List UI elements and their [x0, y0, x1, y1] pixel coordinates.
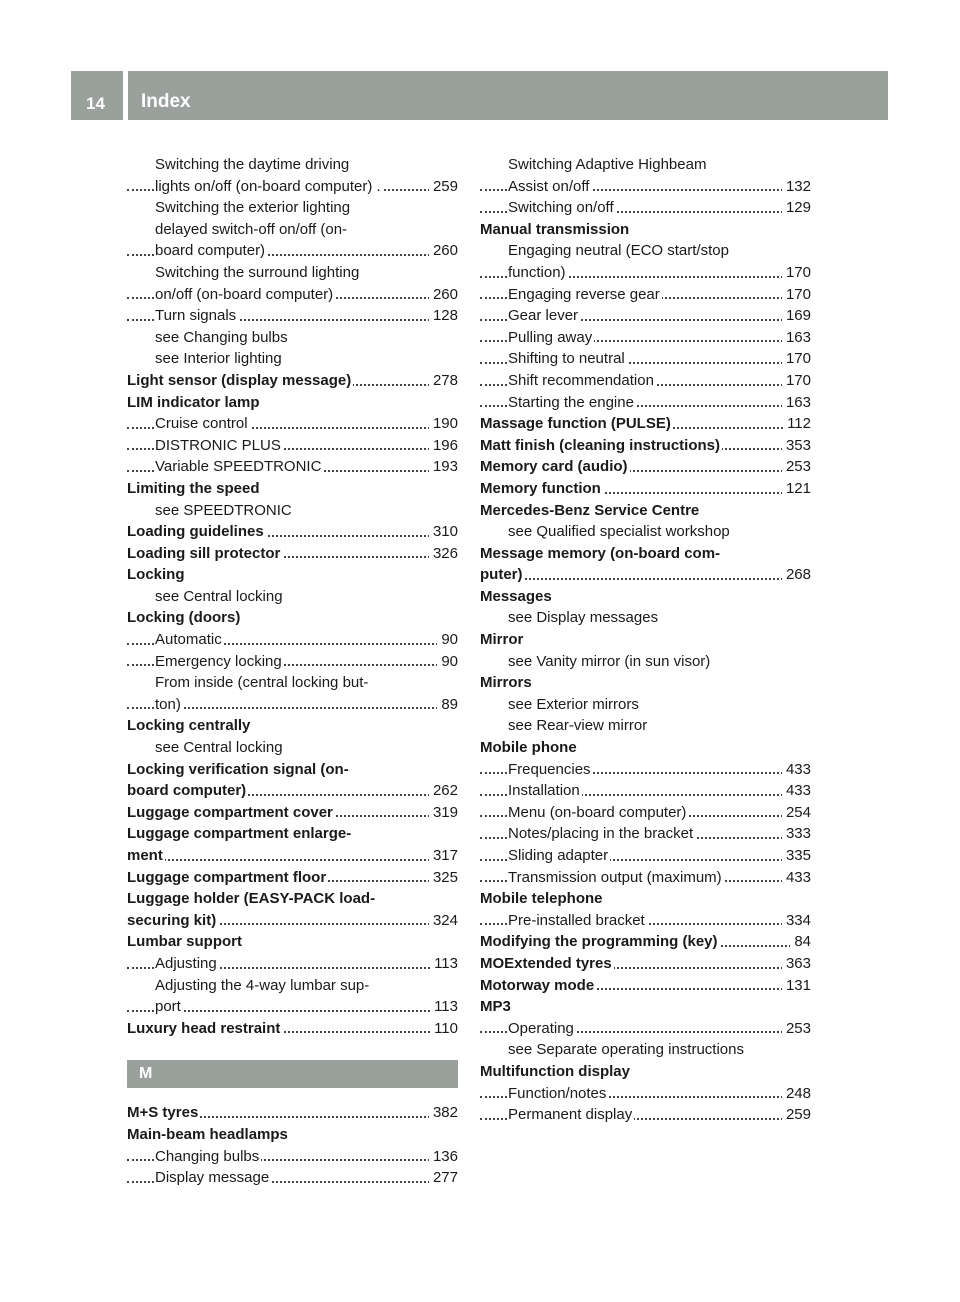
entry-text: Memory function	[480, 479, 601, 497]
index-entries-m-continued	[480, 154, 811, 1126]
index-entry	[127, 543, 458, 565]
entry-page-number: 268	[782, 564, 811, 586]
entry-text: Turn signals	[155, 307, 237, 325]
entry-text: Engaging reverse gear	[508, 285, 660, 303]
index-subentry	[480, 607, 811, 629]
entry-text: Gear lever	[508, 307, 579, 325]
index-subentry	[480, 823, 811, 845]
entry-text: Mirror	[480, 631, 524, 649]
entry-text: see Central locking	[155, 587, 283, 605]
entry-page-number: 113	[430, 996, 458, 1018]
entry-text: on/off (on-board computer)	[155, 285, 334, 303]
index-subentry	[127, 953, 458, 975]
index-entry	[480, 975, 811, 997]
index-entry	[480, 1061, 811, 1083]
entry-page-number: 260	[429, 284, 458, 306]
entry-text: Luggage compartment floor	[127, 868, 327, 886]
entry-text: see Display messages	[508, 609, 659, 627]
entry-page-number: 333	[782, 823, 811, 845]
entry-text: see Vanity mirror (in sun visor)	[508, 652, 711, 670]
entry-page-number: 190	[429, 413, 458, 435]
index-entry	[127, 1102, 458, 1124]
section-header-m: M	[127, 1060, 458, 1088]
entry-page-number: 335	[782, 845, 811, 867]
index-entry	[480, 996, 811, 1018]
entry-page-number: 260	[429, 240, 458, 262]
index-subentry	[127, 305, 458, 327]
index-subentry	[480, 305, 811, 327]
entry-text: Mercedes-Benz Service Centre	[480, 501, 700, 519]
entry-page-number: 433	[782, 867, 811, 889]
entry-page-number: 277	[429, 1167, 458, 1189]
index-entry	[480, 435, 811, 457]
index-subentry	[480, 715, 811, 737]
entry-text: Frequencies	[508, 760, 591, 778]
entry-page-number: 310	[429, 521, 458, 543]
entry-text: Modifying the programming (key)	[480, 933, 718, 951]
entry-text: Manual transmission	[480, 220, 630, 238]
entry-text: Shift recommendation	[508, 371, 654, 389]
entry-text: M+S tyres	[127, 1104, 199, 1122]
index-subentry	[127, 240, 458, 262]
entry-text: Main-beam headlamps	[127, 1125, 288, 1143]
index-entries-l	[127, 154, 458, 1039]
entry-text: MP3	[480, 998, 511, 1016]
index-subentry	[480, 1039, 811, 1061]
index-entry	[127, 1018, 458, 1040]
entry-text: Switching Adaptive Highbeam	[508, 156, 707, 173]
entry-text: see Qualified specialist workshop	[508, 523, 730, 541]
index-entry	[480, 413, 811, 435]
entry-text: Notes/placing in the bracket	[508, 825, 694, 843]
entry-page-number: 363	[782, 953, 811, 975]
entry-page-number: 317	[429, 845, 458, 867]
index-subentry	[127, 500, 458, 522]
entry-page-number: 89	[437, 694, 458, 716]
entry-text: Mobile telephone	[480, 890, 603, 908]
index-subentry	[127, 262, 458, 284]
entry-text: see SPEEDTRONIC	[155, 501, 292, 519]
index-subentry	[480, 327, 811, 349]
entry-text: Transmission output (maximum)	[508, 868, 722, 886]
entry-text: Loading sill protector	[127, 544, 281, 562]
entry-page-number: 324	[429, 910, 458, 932]
index-entry	[127, 910, 458, 932]
index-entry	[127, 888, 458, 910]
index-entry	[127, 780, 458, 802]
entry-text: Luxury head restraint	[127, 1019, 281, 1037]
entry-page-number: 121	[782, 478, 811, 500]
index-subentry	[480, 694, 811, 716]
entry-text: Luggage holder (EASY-PACK load-	[127, 890, 376, 908]
entry-text: Lumbar support	[127, 933, 242, 951]
entry-page-number: 170	[782, 370, 811, 392]
entry-page-number: 163	[782, 327, 811, 349]
entry-page-number: 334	[782, 910, 811, 932]
entry-page-number: 196	[429, 435, 458, 457]
entry-text: Function/notes	[508, 1084, 607, 1102]
entry-page-number: 163	[782, 392, 811, 414]
index-entry	[480, 737, 811, 759]
index-subentry	[480, 348, 811, 370]
index-entry	[480, 500, 811, 522]
index-subentry	[127, 197, 458, 219]
index-subentry	[480, 759, 811, 781]
index-entry	[127, 715, 458, 737]
entry-text: Menu (on-board computer)	[508, 803, 687, 821]
index-subentry	[127, 629, 458, 651]
entry-page-number: 433	[782, 780, 811, 802]
index-entry	[127, 1124, 458, 1146]
entry-page-number: 433	[782, 759, 811, 781]
index-column-right	[480, 154, 811, 1126]
entry-page-number: 170	[782, 284, 811, 306]
entry-text: Luggage compartment enlarge-	[127, 825, 352, 843]
index-subentry	[127, 586, 458, 608]
entry-text: Pulling away	[508, 328, 593, 346]
entry-text: Light sensor (display message)	[127, 371, 352, 389]
index-subentry	[480, 284, 811, 306]
entry-text: Motorway mode	[480, 976, 595, 994]
index-subentry	[127, 348, 458, 370]
index-subentry	[480, 1104, 811, 1126]
entry-text: Adjusting	[155, 954, 217, 972]
entry-text: Starting the engine	[508, 393, 634, 411]
entry-text: Messages	[480, 587, 552, 605]
entry-text: Loading guidelines	[127, 523, 264, 541]
entry-page-number: 259	[782, 1104, 811, 1126]
index-subentry	[480, 392, 811, 414]
index-entry	[127, 478, 458, 500]
entry-page-number: 136	[429, 1146, 458, 1168]
entry-text: Installation	[508, 782, 580, 800]
entry-text: Cruise control	[155, 415, 248, 433]
entry-text: Multifunction display	[480, 1062, 630, 1080]
entry-text: puter)	[480, 566, 523, 584]
entry-page-number: 319	[429, 802, 458, 824]
index-subentry	[480, 521, 811, 543]
entry-page-number: 254	[782, 802, 811, 824]
header-title-bar	[128, 71, 888, 120]
entry-text: see Separate operating instructions	[508, 1041, 744, 1059]
index-entry	[127, 931, 458, 953]
entry-text: Switching the exterior lighting	[155, 199, 351, 217]
index-entries-m	[127, 1102, 458, 1188]
index-subentry	[127, 327, 458, 349]
entry-text: Message memory (on-board com-	[480, 544, 721, 562]
index-subentry	[480, 154, 811, 176]
index-entry	[480, 953, 811, 975]
entry-page-number: 253	[782, 1018, 811, 1040]
entry-page-number: 129	[782, 197, 811, 219]
entry-text: Locking	[127, 566, 185, 584]
index-subentry	[127, 737, 458, 759]
entry-page-number: 170	[782, 348, 811, 370]
index-entry	[127, 607, 458, 629]
index-column-left	[127, 154, 458, 1189]
entry-text: Permanent display	[508, 1106, 633, 1124]
entry-page-number: 259	[429, 176, 458, 198]
index-subentry	[127, 975, 458, 997]
entry-text: Switching the daytime driving	[155, 156, 350, 173]
entry-text: Switching the surround lighting	[155, 263, 360, 281]
entry-text: Emergency locking	[155, 652, 282, 670]
index-subentry	[480, 240, 811, 262]
index-subentry	[480, 370, 811, 392]
index-subentry	[127, 413, 458, 435]
entry-page-number: 128	[429, 305, 458, 327]
entry-page-number: 90	[437, 629, 458, 651]
entry-text: ton)	[155, 695, 181, 713]
index-subentry	[480, 262, 811, 284]
entry-text: port	[155, 998, 181, 1016]
entry-text: Mirrors	[480, 674, 532, 692]
entry-text: MOExtended tyres	[480, 954, 612, 972]
entry-page-number: 193	[429, 456, 458, 478]
index-subentry	[127, 672, 458, 694]
index-entry	[480, 219, 811, 241]
index-entry	[127, 564, 458, 586]
entry-text: see Exterior mirrors	[508, 695, 639, 713]
entry-text: Switching on/off	[508, 199, 614, 217]
index-subentry	[480, 845, 811, 867]
entry-page-number: 326	[429, 543, 458, 565]
entry-page-number: 325	[429, 867, 458, 889]
index-subentry	[127, 1146, 458, 1168]
entry-page-number: 382	[429, 1102, 458, 1124]
index-subentry	[127, 176, 458, 198]
entry-text: see Rear-view mirror	[508, 717, 648, 735]
index-subentry	[480, 910, 811, 932]
index-subentry	[127, 435, 458, 457]
entry-text: Limiting the speed	[127, 479, 260, 497]
entry-text: DISTRONIC PLUS	[155, 436, 281, 454]
entry-text: Massage function (PULSE)	[480, 415, 671, 433]
page-number: 14	[86, 94, 105, 113]
index-subentry	[127, 694, 458, 716]
index-entry	[127, 370, 458, 392]
entry-text: Adjusting the 4-way lumbar sup-	[155, 976, 370, 994]
index-entry	[127, 845, 458, 867]
index-subentry	[480, 1018, 811, 1040]
entry-text: Sliding adapter	[508, 847, 609, 864]
entry-text: function)	[508, 263, 566, 281]
entry-text: Locking centrally	[127, 717, 251, 735]
index-subentry	[480, 802, 811, 824]
entry-text: see Interior lighting	[155, 350, 282, 368]
index-subentry	[480, 1083, 811, 1105]
entry-text: ment	[127, 847, 163, 864]
index-subentry	[127, 284, 458, 306]
index-entry	[480, 629, 811, 651]
entry-text: board computer)	[127, 782, 247, 800]
entry-page-number: 169	[782, 305, 811, 327]
index-subentry	[127, 154, 458, 176]
index-subentry	[127, 219, 458, 241]
entry-text: Shifting to neutral	[508, 350, 625, 368]
entry-text: securing kit)	[127, 911, 217, 929]
entry-page-number: 262	[429, 780, 458, 802]
entry-text: Locking verification signal (on-	[127, 760, 349, 778]
entry-page-number: 110	[430, 1018, 458, 1040]
index-subentry	[480, 176, 811, 198]
index-entry	[480, 564, 811, 586]
entry-text: Memory card (audio)	[480, 458, 628, 476]
index-subentry	[480, 651, 811, 673]
entry-text: Luggage compartment cover	[127, 803, 333, 821]
index-entry	[480, 586, 811, 608]
entry-text: Matt finish (cleaning instructions)	[480, 436, 721, 454]
index-subentry	[480, 197, 811, 219]
entry-text: Assist on/off	[508, 177, 590, 195]
entry-text: Automatic	[155, 631, 222, 649]
index-entry	[127, 867, 458, 889]
index-subentry	[127, 456, 458, 478]
entry-text: Locking (doors)	[127, 609, 241, 627]
index-entry	[480, 543, 811, 565]
entry-text: lights on/off (on-board computer) .	[155, 177, 381, 195]
entry-text: Mobile phone	[480, 739, 577, 757]
index-subentry	[127, 1167, 458, 1189]
entry-text: From inside (central locking but-	[155, 674, 369, 692]
index-entry	[127, 521, 458, 543]
index-entry	[127, 759, 458, 781]
entry-page-number: 132	[782, 176, 811, 198]
entry-page-number: 112	[783, 413, 811, 435]
index-entry	[480, 931, 811, 953]
entry-text: Variable SPEEDTRONIC	[155, 458, 322, 476]
index-entry	[127, 823, 458, 845]
page-title: Index	[141, 91, 191, 112]
index-subentry	[127, 996, 458, 1018]
entry-text: see Central locking	[155, 739, 283, 757]
index-entry	[127, 392, 458, 414]
index-entry	[480, 456, 811, 478]
index-subentry	[127, 651, 458, 673]
entry-text: LIM indicator lamp	[127, 393, 260, 411]
index-entry	[480, 888, 811, 910]
entry-page-number: 90	[437, 651, 458, 673]
entry-page-number: 353	[782, 435, 811, 457]
entry-text: Operating	[508, 1019, 574, 1037]
entry-page-number: 248	[782, 1083, 811, 1105]
entry-text: delayed switch-off on/off (on-	[155, 220, 348, 238]
entry-text: board computer)	[155, 242, 266, 260]
entry-text: see Changing bulbs	[155, 328, 288, 346]
index-subentry	[480, 867, 811, 889]
index-entry	[127, 802, 458, 824]
entry-text: Pre-installed bracket	[508, 911, 645, 929]
entry-page-number: 84	[790, 931, 811, 953]
entry-page-number: 253	[782, 456, 811, 478]
entry-page-number: 278	[429, 370, 458, 392]
entry-page-number: 113	[430, 953, 458, 975]
entry-text: Display message	[155, 1169, 270, 1187]
index-subentry	[480, 780, 811, 802]
entry-text: Changing bulbs	[155, 1147, 260, 1165]
entry-page-number: 131	[782, 975, 811, 997]
entry-text: Engaging neutral (ECO start/stop	[508, 242, 729, 260]
index-entry	[480, 478, 811, 500]
index-entry	[480, 672, 811, 694]
entry-page-number: 170	[782, 262, 811, 284]
